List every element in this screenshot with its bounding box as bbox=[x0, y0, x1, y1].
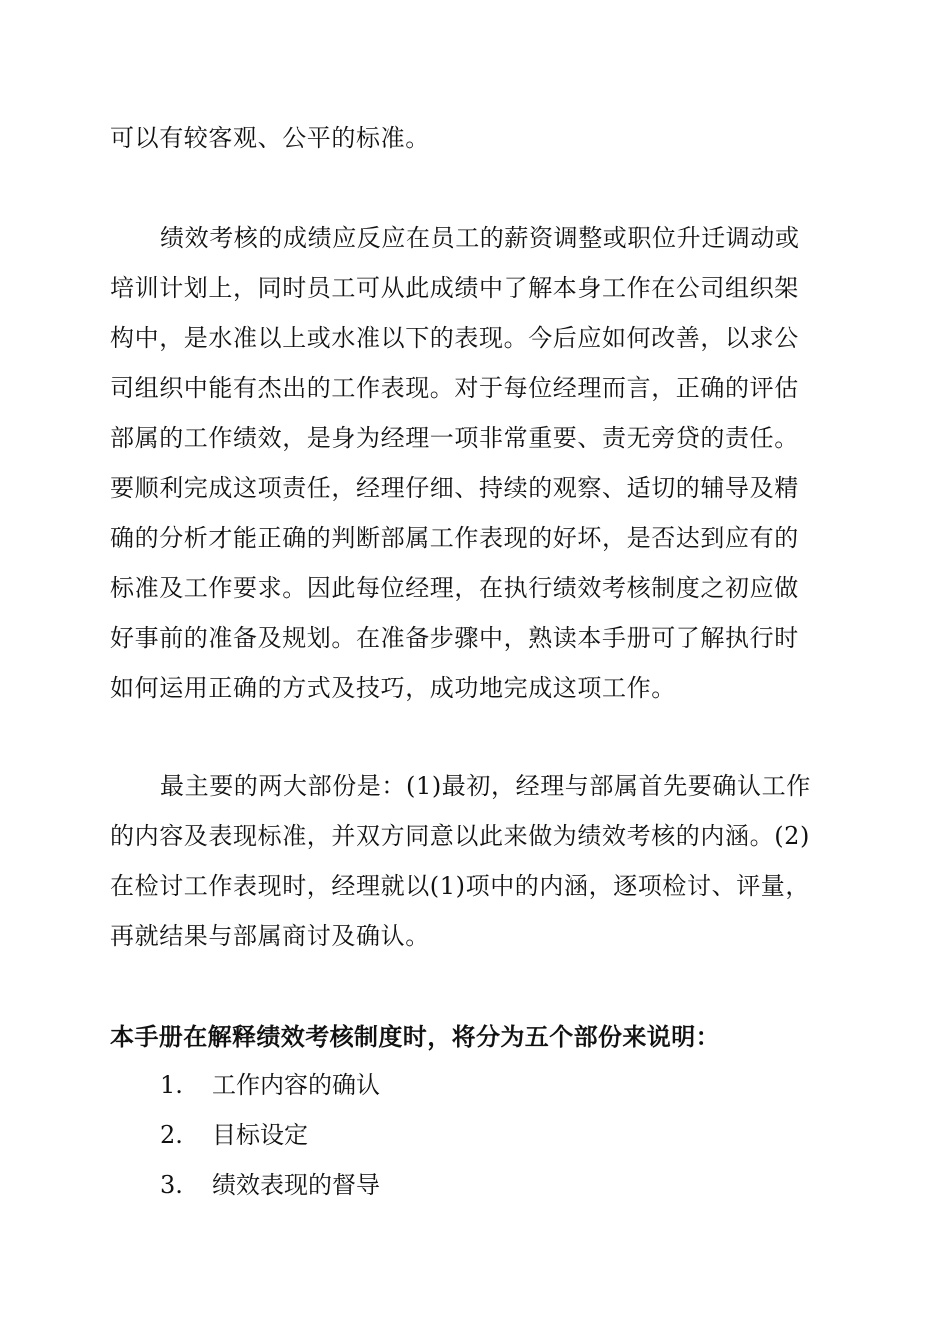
paragraph-line: 最主要的两大部份是：(1)最初，经理与部属首先要确认工作 bbox=[160, 772, 811, 800]
list-item bbox=[160, 1170, 380, 1200]
list-item-text: 目标设定 bbox=[212, 1121, 308, 1149]
paragraph-line: 好事前的准备及规划。在准备步骤中，熟读本手册可了解执行时 bbox=[110, 624, 799, 652]
list-item-number: 3. bbox=[160, 1171, 183, 1199]
paragraph-line: 部属的工作绩效，是身为经理一项非常重要、责无旁贷的责任。 bbox=[110, 424, 799, 452]
list-item-number: 2. bbox=[160, 1121, 183, 1149]
list-item-text: 绩效表现的督导 bbox=[212, 1171, 380, 1199]
paragraph-line: 在检讨工作表现时，经理就以(1)项中的内涵，逐项检讨、评量， bbox=[110, 872, 810, 900]
paragraph-line: 再就结果与部属商讨及确认。 bbox=[110, 922, 430, 950]
section-heading: 本手册在解释绩效考核制度时，将分为五个部份来说明： bbox=[110, 1023, 720, 1051]
list-item-number: 1. bbox=[160, 1071, 183, 1099]
paragraph-line: 可以有较客观、公平的标准。 bbox=[110, 124, 430, 152]
paragraph-line: 绩效考核的成绩应反应在员工的薪资调整或职位升迁调动或 bbox=[160, 224, 800, 252]
list-item bbox=[160, 1070, 380, 1100]
paragraph-line: 如何运用正确的方式及技巧，成功地完成这项工作。 bbox=[110, 674, 676, 702]
paragraph-line: 的内容及表现标准，并双方同意以此来做为绩效考核的内涵。(2) bbox=[110, 822, 810, 850]
list-item bbox=[160, 1120, 308, 1150]
paragraph-line: 司组织中能有杰出的工作表现。对于每位经理而言，正确的评估 bbox=[110, 374, 799, 402]
paragraph-line: 确的分析才能正确的判断部属工作表现的好坏，是否达到应有的 bbox=[110, 524, 799, 552]
paragraph-line: 培训计划上，同时员工可从此成绩中了解本身工作在公司组织架 bbox=[110, 274, 799, 302]
paragraph-line: 构中，是水准以上或水准以下的表现。今后应如何改善，以求公 bbox=[110, 324, 799, 352]
list-item-text: 工作内容的确认 bbox=[212, 1071, 380, 1099]
paragraph-line: 标准及工作要求。因此每位经理，在执行绩效考核制度之初应做 bbox=[110, 574, 799, 602]
paragraph-line: 要顺利完成这项责任，经理仔细、持续的观察、适切的辅导及精 bbox=[110, 474, 799, 502]
